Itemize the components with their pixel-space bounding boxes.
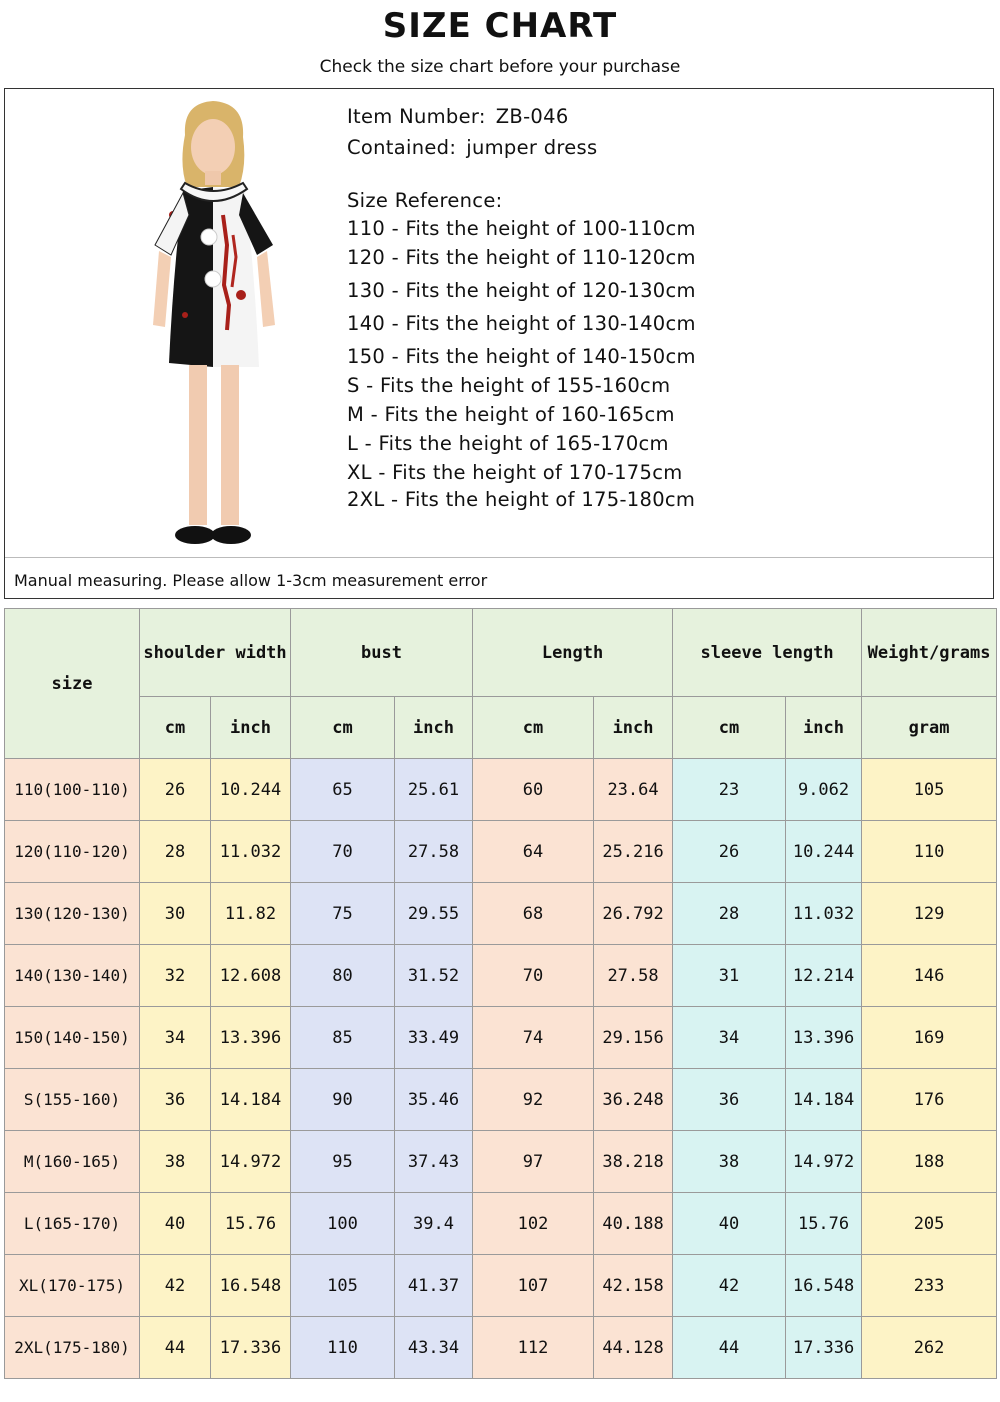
cell-sleeve-inch: 10.244 bbox=[786, 821, 862, 883]
cell-weight-gram: 146 bbox=[862, 945, 997, 1007]
cell-weight-gram: 188 bbox=[862, 1131, 997, 1193]
cell-length-cm: 64 bbox=[473, 821, 594, 883]
cell-sleeve-inch: 11.032 bbox=[786, 883, 862, 945]
size-reference-item: 150 - Fits the height of 140-150cm bbox=[347, 345, 696, 368]
cell-bust-cm: 100 bbox=[291, 1193, 395, 1255]
cell-sleeve-inch: 16.548 bbox=[786, 1255, 862, 1317]
header-sleeve-length: sleeve length bbox=[673, 609, 862, 697]
cell-shoulder-inch: 11.032 bbox=[211, 821, 291, 883]
table-row bbox=[5, 759, 997, 821]
header-weight: Weight/grams bbox=[862, 609, 997, 697]
cell-shoulder-cm: 42 bbox=[140, 1255, 211, 1317]
cell-length-inch: 42.158 bbox=[594, 1255, 673, 1317]
cell-length-cm: 70 bbox=[473, 945, 594, 1007]
table-row bbox=[5, 821, 997, 883]
cell-sleeve-inch: 9.062 bbox=[786, 759, 862, 821]
cell-size: S(155-160) bbox=[5, 1069, 140, 1131]
cell-length-cm: 74 bbox=[473, 1007, 594, 1069]
cell-sleeve-cm: 23 bbox=[673, 759, 786, 821]
cell-weight-gram: 129 bbox=[862, 883, 997, 945]
unit-inch: inch bbox=[594, 697, 673, 759]
header-size: size bbox=[5, 609, 140, 759]
cell-size: 110(100-110) bbox=[5, 759, 140, 821]
cell-length-inch: 26.792 bbox=[594, 883, 673, 945]
table-row bbox=[5, 1193, 997, 1255]
cell-sleeve-cm: 44 bbox=[673, 1317, 786, 1379]
cell-length-cm: 92 bbox=[473, 1069, 594, 1131]
cell-shoulder-inch: 13.396 bbox=[211, 1007, 291, 1069]
cell-length-inch: 38.218 bbox=[594, 1131, 673, 1193]
table-row bbox=[5, 945, 997, 1007]
unit-inch: inch bbox=[786, 697, 862, 759]
item-number-value: ZB-046 bbox=[495, 105, 569, 128]
cell-length-inch: 29.156 bbox=[594, 1007, 673, 1069]
cell-size: L(165-170) bbox=[5, 1193, 140, 1255]
size-reference-label: Size Reference: bbox=[347, 189, 503, 212]
cell-bust-cm: 75 bbox=[291, 883, 395, 945]
size-reference-item: XL - Fits the height of 170-175cm bbox=[347, 461, 683, 484]
table-row bbox=[5, 1131, 997, 1193]
cell-shoulder-cm: 28 bbox=[140, 821, 211, 883]
cell-length-inch: 36.248 bbox=[594, 1069, 673, 1131]
cell-sleeve-cm: 28 bbox=[673, 883, 786, 945]
contained-line bbox=[347, 136, 597, 159]
cell-shoulder-inch: 10.244 bbox=[211, 759, 291, 821]
cell-shoulder-inch: 15.76 bbox=[211, 1193, 291, 1255]
cell-weight-gram: 105 bbox=[862, 759, 997, 821]
size-reference-item: S - Fits the height of 155-160cm bbox=[347, 374, 671, 397]
cell-bust-cm: 70 bbox=[291, 821, 395, 883]
size-reference-item: 110 - Fits the height of 100-110cm bbox=[347, 217, 696, 240]
cell-sleeve-cm: 26 bbox=[673, 821, 786, 883]
cell-length-inch: 40.188 bbox=[594, 1193, 673, 1255]
cell-shoulder-cm: 30 bbox=[140, 883, 211, 945]
cell-size: M(160-165) bbox=[5, 1131, 140, 1193]
cell-shoulder-cm: 34 bbox=[140, 1007, 211, 1069]
contained-label: Contained: bbox=[347, 136, 457, 159]
cell-length-cm: 112 bbox=[473, 1317, 594, 1379]
header-bust: bust bbox=[291, 609, 473, 697]
cell-shoulder-cm: 26 bbox=[140, 759, 211, 821]
unit-cm: cm bbox=[291, 697, 395, 759]
cell-weight-gram: 233 bbox=[862, 1255, 997, 1317]
unit-cm: cm bbox=[473, 697, 594, 759]
measurement-note: Manual measuring. Please allow 1-3cm measurement error bbox=[14, 571, 488, 590]
cell-shoulder-cm: 38 bbox=[140, 1131, 211, 1193]
cell-shoulder-inch: 14.184 bbox=[211, 1069, 291, 1131]
cell-size: XL(170-175) bbox=[5, 1255, 140, 1317]
cell-shoulder-inch: 17.336 bbox=[211, 1317, 291, 1379]
cell-size: 130(120-130) bbox=[5, 883, 140, 945]
header-shoulder-width: shoulder width bbox=[140, 609, 291, 697]
cell-sleeve-inch: 14.972 bbox=[786, 1131, 862, 1193]
unit-inch: inch bbox=[211, 697, 291, 759]
size-table bbox=[4, 608, 997, 1379]
size-reference-item: 130 - Fits the height of 120-130cm bbox=[347, 279, 696, 302]
table-row bbox=[5, 1007, 997, 1069]
cell-bust-inch: 35.46 bbox=[395, 1069, 473, 1131]
cell-shoulder-inch: 16.548 bbox=[211, 1255, 291, 1317]
cell-sleeve-inch: 13.396 bbox=[786, 1007, 862, 1069]
cell-shoulder-inch: 11.82 bbox=[211, 883, 291, 945]
cell-bust-inch: 43.34 bbox=[395, 1317, 473, 1379]
cell-weight-gram: 176 bbox=[862, 1069, 997, 1131]
table-body bbox=[5, 759, 997, 1379]
page-subtitle: Check the size chart before your purchase bbox=[319, 57, 681, 77]
cell-weight-gram: 262 bbox=[862, 1317, 997, 1379]
cell-shoulder-inch: 12.608 bbox=[211, 945, 291, 1007]
cell-sleeve-inch: 12.214 bbox=[786, 945, 862, 1007]
cell-size: 120(110-120) bbox=[5, 821, 140, 883]
size-reference-item: M - Fits the height of 160-165cm bbox=[347, 403, 675, 426]
contained-value: jumper dress bbox=[466, 136, 598, 159]
cell-bust-cm: 85 bbox=[291, 1007, 395, 1069]
cell-length-inch: 23.64 bbox=[594, 759, 673, 821]
info-divider bbox=[5, 557, 993, 558]
cell-bust-inch: 37.43 bbox=[395, 1131, 473, 1193]
cell-shoulder-cm: 40 bbox=[140, 1193, 211, 1255]
cell-size: 2XL(175-180) bbox=[5, 1317, 140, 1379]
cell-sleeve-cm: 42 bbox=[673, 1255, 786, 1317]
cell-shoulder-inch: 14.972 bbox=[211, 1131, 291, 1193]
cell-length-inch: 27.58 bbox=[594, 945, 673, 1007]
product-info-box bbox=[4, 88, 994, 599]
cell-length-inch: 25.216 bbox=[594, 821, 673, 883]
unit-inch: inch bbox=[395, 697, 473, 759]
cell-sleeve-cm: 34 bbox=[673, 1007, 786, 1069]
cell-length-cm: 102 bbox=[473, 1193, 594, 1255]
size-reference-item: 2XL - Fits the height of 175-180cm bbox=[347, 488, 696, 511]
cell-bust-inch: 31.52 bbox=[395, 945, 473, 1007]
cell-size: 140(130-140) bbox=[5, 945, 140, 1007]
cell-size: 150(140-150) bbox=[5, 1007, 140, 1069]
cell-sleeve-cm: 40 bbox=[673, 1193, 786, 1255]
cell-length-cm: 107 bbox=[473, 1255, 594, 1317]
table-row bbox=[5, 883, 997, 945]
cell-weight-gram: 205 bbox=[862, 1193, 997, 1255]
cell-shoulder-cm: 36 bbox=[140, 1069, 211, 1131]
cell-bust-cm: 105 bbox=[291, 1255, 395, 1317]
cell-bust-inch: 41.37 bbox=[395, 1255, 473, 1317]
size-reference-item: 140 - Fits the height of 130-140cm bbox=[347, 312, 696, 335]
table-row bbox=[5, 1317, 997, 1379]
product-photo bbox=[113, 95, 313, 551]
cell-sleeve-inch: 15.76 bbox=[786, 1193, 862, 1255]
cell-sleeve-cm: 38 bbox=[673, 1131, 786, 1193]
cell-shoulder-cm: 32 bbox=[140, 945, 211, 1007]
cell-sleeve-cm: 31 bbox=[673, 945, 786, 1007]
cell-length-inch: 44.128 bbox=[594, 1317, 673, 1379]
cell-sleeve-cm: 36 bbox=[673, 1069, 786, 1131]
unit-gram: gram bbox=[862, 697, 997, 759]
cell-shoulder-cm: 44 bbox=[140, 1317, 211, 1379]
unit-cm: cm bbox=[673, 697, 786, 759]
header-length: Length bbox=[473, 609, 673, 697]
unit-cm: cm bbox=[140, 697, 211, 759]
cell-length-cm: 97 bbox=[473, 1131, 594, 1193]
cell-length-cm: 60 bbox=[473, 759, 594, 821]
cell-sleeve-inch: 14.184 bbox=[786, 1069, 862, 1131]
page-title: SIZE CHART bbox=[382, 6, 618, 46]
table-row bbox=[5, 1255, 997, 1317]
size-reference-item: 120 - Fits the height of 110-120cm bbox=[347, 246, 696, 269]
cell-bust-inch: 39.4 bbox=[395, 1193, 473, 1255]
cell-bust-cm: 65 bbox=[291, 759, 395, 821]
cell-bust-cm: 95 bbox=[291, 1131, 395, 1193]
cell-bust-inch: 29.55 bbox=[395, 883, 473, 945]
item-number-line bbox=[347, 105, 569, 128]
table-row bbox=[5, 1069, 997, 1131]
cell-bust-cm: 80 bbox=[291, 945, 395, 1007]
cell-bust-cm: 110 bbox=[291, 1317, 395, 1379]
cell-sleeve-inch: 17.336 bbox=[786, 1317, 862, 1379]
size-reference-item: L - Fits the height of 165-170cm bbox=[347, 432, 669, 455]
cell-bust-inch: 33.49 bbox=[395, 1007, 473, 1069]
cell-weight-gram: 169 bbox=[862, 1007, 997, 1069]
item-number-label: Item Number: bbox=[347, 105, 486, 128]
cell-weight-gram: 110 bbox=[862, 821, 997, 883]
cell-bust-cm: 90 bbox=[291, 1069, 395, 1131]
cell-bust-inch: 27.58 bbox=[395, 821, 473, 883]
cell-bust-inch: 25.61 bbox=[395, 759, 473, 821]
cell-length-cm: 68 bbox=[473, 883, 594, 945]
